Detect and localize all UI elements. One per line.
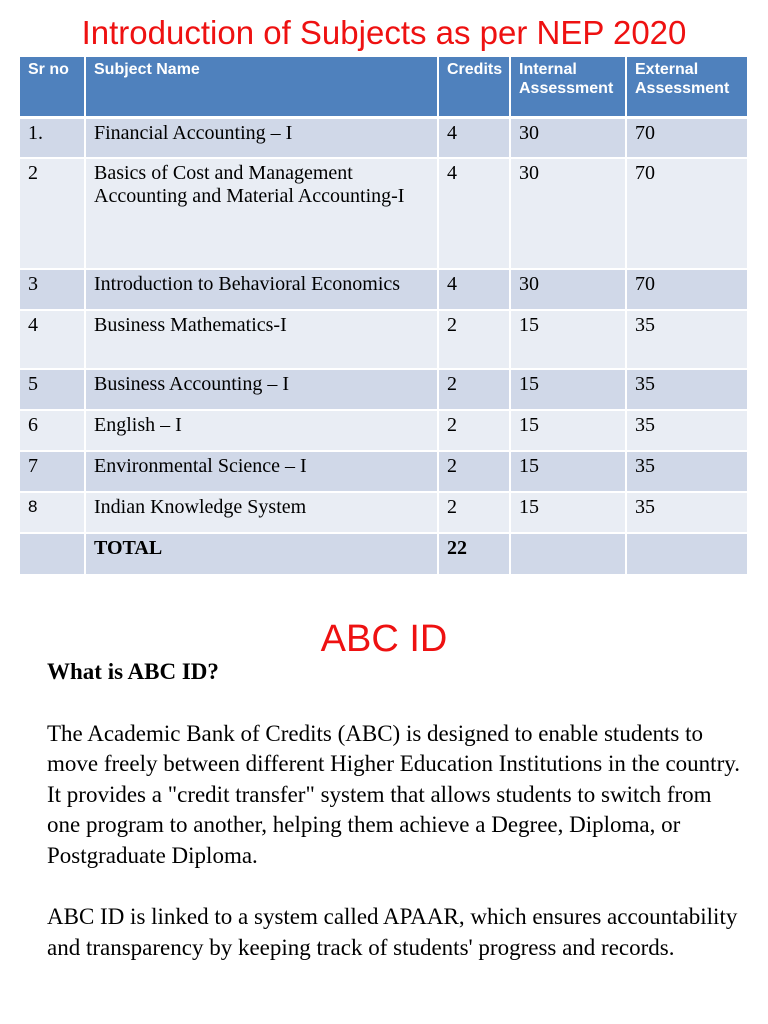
cell-sr-no: 5 [20,369,85,410]
abc-text-block [47,657,747,994]
table-row [20,369,747,410]
cell-internal: 15 [510,310,626,369]
table-total-row [20,533,747,575]
cell-sr-no: 1. [20,117,85,158]
cell-subject-name: Business Accounting – I [85,369,438,410]
cell-subject-name: Business Mathematics-I [85,310,438,369]
subjects-table [20,57,747,576]
cell-sr-no: 8 [20,492,85,533]
cell-internal: 30 [510,117,626,158]
total-label: TOTAL [85,533,438,575]
table-row [20,117,747,158]
cell-subject-name: Basics of Cost and Management Accounting and Material Accounting-I [85,158,438,269]
table-row [20,492,747,533]
table-header-row [20,57,747,117]
cell-sr-no: 7 [20,451,85,492]
cell-credits: 2 [438,310,510,369]
abc-paragraph-2: ABC ID is linked to a system called APAAR, which ensures accountability and transparency by keeping track of students' progress and records. [47,904,738,960]
table-row [20,310,747,369]
abc-paragraph-1: The Academic Bank of Credits (ABC) is designed to enable students to move freely between different Higher Education Institutions in the country. It provides a "credit transfer" system that allows students to switch from one program to another, helping them achieve a Degree, Diploma, or Postgraduate Diploma. [47,720,740,868]
table-row [20,410,747,451]
cell-external: 35 [626,310,747,369]
cell-sr-no: 3 [20,269,85,310]
header-credits: Credits [438,57,510,117]
cell-internal-empty [510,533,626,575]
cell-external: 35 [626,369,747,410]
cell-subject-name: Indian Knowledge System [85,492,438,533]
cell-credits: 2 [438,410,510,451]
table-row [20,158,747,269]
header-sr-no: Sr no [20,57,85,117]
cell-external-empty [626,533,747,575]
table-row [20,269,747,310]
cell-subject-name: English – I [85,410,438,451]
cell-external: 35 [626,410,747,451]
cell-internal: 15 [510,492,626,533]
cell-external: 70 [626,117,747,158]
header-external-assessment: External Assessment [626,57,747,117]
cell-credits: 4 [438,117,510,158]
cell-subject-name: Introduction to Behavioral Economics [85,269,438,310]
total-credits: 22 [438,533,510,575]
page-title: Introduction of Subjects as per NEP 2020 [81,14,687,51]
cell-internal: 15 [510,369,626,410]
header-subject-name: Subject Name [85,57,438,117]
cell-subject-name: Financial Accounting – I [85,117,438,158]
cell-subject-name: Environmental Science – I [85,451,438,492]
cell-credits: 4 [438,269,510,310]
cell-internal: 30 [510,269,626,310]
cell-external: 70 [626,158,747,269]
cell-internal: 30 [510,158,626,269]
cell-credits: 4 [438,158,510,269]
header-internal-assessment: Internal Assessment [510,57,626,117]
cell-sr-no-empty [20,533,85,575]
cell-sr-no: 4 [20,310,85,369]
abc-question: What is ABC ID? [47,659,219,684]
cell-sr-no: 6 [20,410,85,451]
cell-credits: 2 [438,369,510,410]
cell-credits: 2 [438,492,510,533]
cell-sr-no: 2 [20,158,85,269]
table-row [20,451,747,492]
cell-credits: 2 [438,451,510,492]
cell-external: 35 [626,451,747,492]
abc-heading: ABC ID [320,618,448,660]
cell-external: 35 [626,492,747,533]
cell-internal: 15 [510,451,626,492]
cell-external: 70 [626,269,747,310]
cell-internal: 15 [510,410,626,451]
